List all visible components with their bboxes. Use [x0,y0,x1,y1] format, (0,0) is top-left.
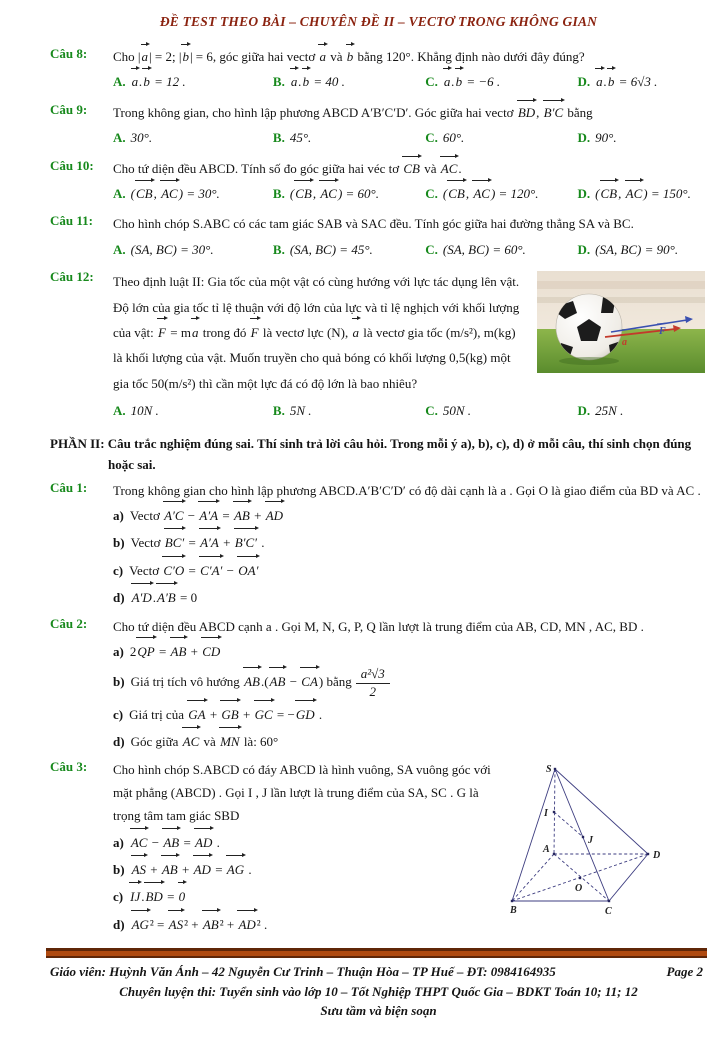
options-row [113,238,707,261]
question-11 [50,213,707,266]
option-c: C. (SA, BC) = 60°. [425,241,526,257]
vertex-label-c: C [605,906,612,918]
option-d: D. 90°. [577,130,617,146]
statement-a: a) AC − AB = AD . [113,830,707,855]
part2-question-2 [50,616,707,757]
question-12 [50,269,707,427]
option-b: B. (SA, BC) = 45°. [272,241,373,257]
teacher-info: Giáo viên: Huỳnh Văn Ánh – 42 Nguyễn Cư Trinh – Thuận Hòa – TP Huế – ĐT: 0984164935 [50,964,556,980]
option-a: A. (CB, AC) = 30°. [113,182,273,205]
option-b: B. a.b = 40 . [273,70,425,93]
statement-b: b) AS + AB + AD = AG . [113,857,707,882]
statement-c: c) Giá trị của GA + GB + GC = −GD . [113,702,707,727]
test-page [0,14,725,1021]
statement-c: c) Vectơ C′O = C′A′ − OA′ [113,558,707,583]
option-c: C. a.b = −6 . [425,70,577,93]
option-a: A. 30°. [113,130,153,146]
compiled-note: Sưu tầm và biện soạn [320,1003,437,1019]
question-label: Câu 2: [50,615,88,631]
option-d: D. (CB, AC) = 150°. [578,182,707,205]
options-row [113,126,707,149]
question-10 [50,158,707,211]
vertex-label-s: S [546,764,552,776]
statement-b: b) Giá trị tích vô hướng AB.(AB − CA) bằng $\frac{\text{a²√3}}{2}$ [113,666,707,700]
question-label: Câu 9: [50,101,88,117]
question-text: Cho tứ diện đều ABCD cạnh a . Gọi M, N, G, P, Q lần lượt là trung điểm của AB, CD, MN , AC, BD . [113,618,644,634]
option-c: C. (CB, AC) = 120°. [425,182,577,205]
svg-text:F: F [659,326,666,338]
vertex-label-b: B [510,905,517,917]
option-c: C. 50N . [425,403,472,419]
question-8 [50,46,707,99]
statement-c: c) IJ.BD = 0 [113,884,707,909]
pyramid-figure [510,761,715,931]
fraction: $\frac{\text{a²√3}}{2}$ [356,666,390,700]
option-b: B. 45°. [272,130,312,146]
option-b: B. (CB, AC) = 60°. [273,182,425,205]
question-label: Câu 12: [50,269,94,285]
question-label: Câu 11: [50,213,93,229]
vertex-label-d: D [653,850,661,862]
option-d: D. (SA, BC) = 90°. [577,241,679,257]
question-text: Cho |a| = 2; |b| = 6, góc giữa hai vectơ a và b bằng 120°. Khẳng định nào dưới đây đúng? [113,46,707,67]
soccer-ball-photo [537,271,705,373]
vertex-label-o: O [575,883,583,895]
vertex-label-i: I [544,808,548,820]
question-text: Trong không gian, cho hình lập phương ABCD A′B′C′D′. Góc giữa hai vectơ BD, B′C bằng [113,102,707,123]
page-title: ĐỀ TEST THEO BÀI – CHUYÊN ĐỀ II – VECTƠ TRONG KHÔNG GIAN [159,14,598,29]
question-text: Cho hình chóp S.ABC có các tam giác SAB và SAC đều. Tính góc giữa hai đường thẳng SA và BC. [113,216,634,232]
options-row [113,399,707,422]
footer [50,962,707,1021]
statement-d: d) AG² = AS² + AB² + AD² . [113,912,707,937]
statement-b: b) Vectơ BC′ = A′A + B′C′ . [113,530,707,555]
svg-text:a: a [622,337,627,349]
option-d: D. 25N . [577,403,624,419]
part2-heading: PHẦN II: Câu trắc nghiệm đúng sai. Thí sinh trả lời câu hỏi. Trong mỗi ý a), b), c), d) ở mỗi câu, thí sinh chọn đúng hoặc sai. [50,436,692,472]
question-label: Câu 8: [50,46,88,61]
vertex-label-a: A [543,844,550,856]
coaching-info: Chuyên luyện thi: Tuyển sinh vào lớp 10 – Tốt Nghiệp THPT Quốc Gia – BDKT Toán 10; 11; 12 [119,983,638,999]
part2-question-1 [50,480,707,613]
options-row [113,182,707,205]
footer-divider-bar [46,948,707,958]
option-a: A. 10N . [113,403,159,419]
question-text: Theo định luật II: Gia tốc của một vật có cùng hướng với lực tác dụng lên vật. Độ lớn của gia tốc tỉ lệ thuận với độ lớn của lực và tỉ lệ nghịch với khối lượng của vật: F = ma trong đó F là vectơ lực (N), a là vectơ gia tốc (m/s²), m(kg) là khối lượng của vật. Muốn truyền cho quả bóng có khối lượng 0,5(kg) một gia tốc 50(m/s²) thì cần một lực đá có độ lớn là bao nhiêu? [113,274,520,391]
option-c: C. 60°. [425,130,465,146]
question-label: Câu 3: [50,759,88,775]
page-number: Page 2 [666,964,703,980]
option-b: B. 5N . [272,403,312,419]
vertex-label-j: J [588,835,593,847]
question-9 [50,102,707,155]
statement-d: d) A′D.A′B = 0 [113,585,707,610]
part2-question-3 [50,759,707,939]
option-a: A. a.b = 12 . [113,70,273,93]
option-d: D. a.b = 6√3 . [578,70,707,93]
options-row [113,70,707,93]
statement-a: a) Vectơ A′C − A′A = AB + AD [113,503,707,528]
statement-a: a) 2QP = AB + CD [113,639,707,664]
question-label: Câu 10: [50,157,94,173]
question-text: Trong không gian cho hình lập phương ABCD.A′B′C′D′ có độ dài cạnh là a . Gọi O là giao điểm của BD và AC . [113,482,701,498]
option-a: A. (SA, BC) = 30°. [113,241,214,257]
question-text: Cho hình chóp S.ABCD có đáy ABCD là hình vuông, SA vuông góc với mặt phẳng (ABCD) . Gọi I , J lần lượt là trung điểm của SA, SC . G là trọng tâm tam giác SBD [113,762,491,823]
question-text: Cho tứ diện đều ABCD. Tính số đo góc giữa hai véc tơ CB và AC. [113,158,707,179]
question-label: Câu 1: [50,479,88,495]
statement-d: d) Góc giữa AC và MN là: 60° [113,729,707,754]
